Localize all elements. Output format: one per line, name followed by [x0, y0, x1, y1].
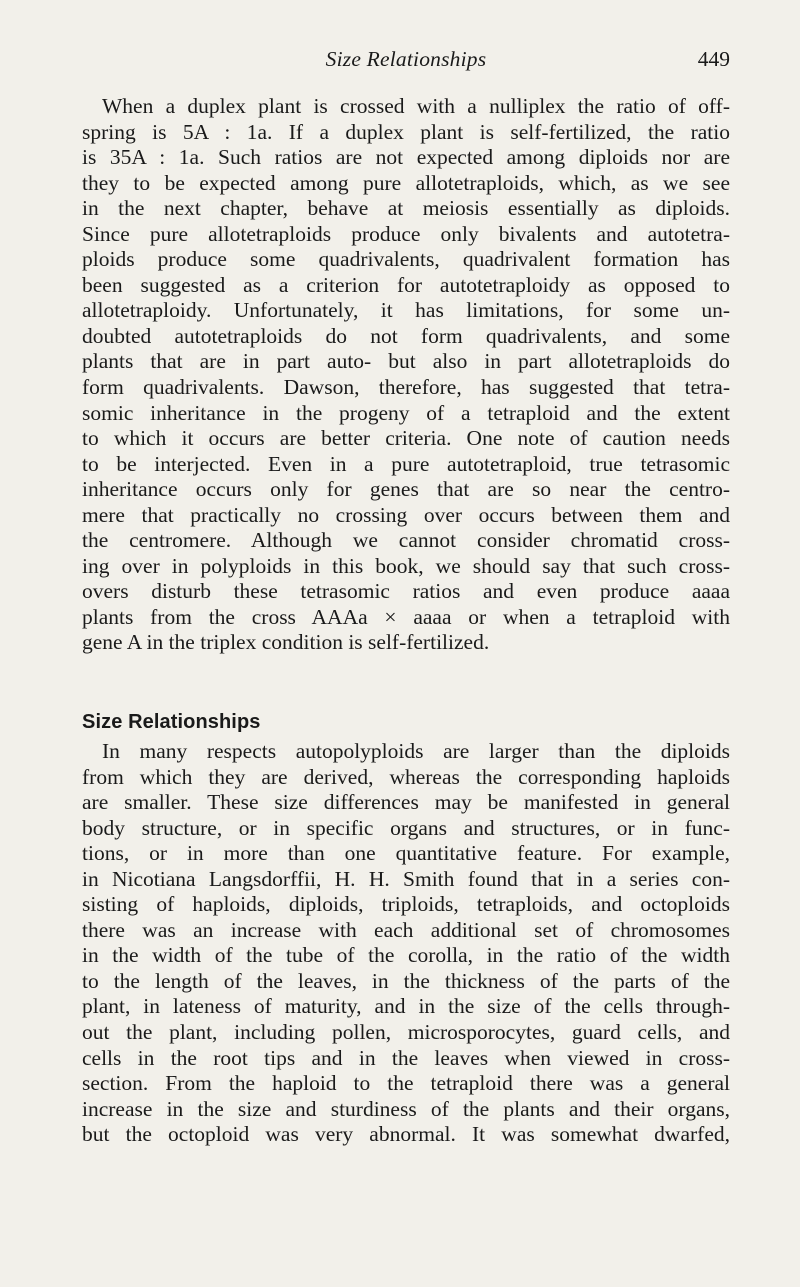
text-line: but the octoploid was very abnormal. It was somewhat dwarfed, — [82, 1122, 730, 1147]
paragraph-2 — [82, 739, 730, 1148]
text-line: the centromere. Although we cannot consider chromatid cross- — [82, 528, 730, 553]
text-line: allotetraploidy. Unfortunately, it has limitations, for some un- — [82, 298, 730, 323]
text-line: spring is 5A : 1a. If a duplex plant is self-fertilized, the ratio — [82, 119, 730, 144]
text-line: are smaller. These size differences may be manifested in general — [82, 790, 730, 815]
text-line: plant, in lateness of maturity, and in the size of the cells through- — [82, 994, 730, 1019]
running-title: Size Relationships — [325, 47, 487, 71]
text-line: inheritance occurs only for genes that are so near the centro- — [82, 477, 730, 502]
section-heading: Size Relationships — [82, 711, 261, 733]
text-line: to the length of the leaves, in the thickness of the parts of the — [82, 968, 730, 993]
text-line: gene A in the triplex condition is self-fertilized. — [82, 630, 490, 655]
text-line: been suggested as a criterion for autotetraploidy as opposed to — [82, 272, 730, 297]
text-line: Since pure allotetraploids produce only bivalents and autotetra- — [82, 221, 730, 246]
text-line: When a duplex plant is crossed with a nulliplex the ratio of off- — [102, 94, 730, 118]
page-number: 449 — [697, 47, 730, 71]
text-line: mere that practically no crossing over occurs between them and — [82, 502, 730, 527]
text-line: out the plant, including pollen, microsporocytes, guard cells, and — [82, 1020, 730, 1045]
page-header — [82, 47, 730, 77]
paragraph-1 — [82, 94, 730, 656]
text-line: they to be expected among pure allotetraploids, which, as we see — [82, 170, 730, 195]
text-line: plants from the cross AAAa × aaaa or when a tetraploid with — [82, 604, 730, 629]
text-line: doubted autotetraploids do not form quadrivalents, and some — [82, 323, 730, 348]
text-line: to which it occurs are better criteria. One note of caution needs — [82, 426, 730, 451]
text-line: plants that are in part auto- but also in part allotetraploids do — [82, 349, 730, 374]
text-line: from which they are derived, whereas the corresponding haploids — [82, 764, 730, 789]
text-line: increase in the size and sturdiness of the plants and their organs, — [82, 1096, 730, 1121]
text-line: ing over in polyploids in this book, we should say that such cross- — [82, 553, 730, 578]
text-line: ploids produce some quadrivalents, quadrivalent formation has — [82, 247, 730, 272]
text-line: in Nicotiana Langsdorffii, H. H. Smith found that in a series con- — [82, 866, 730, 891]
text-line: section. From the haploid to the tetraploid there was a general — [82, 1071, 730, 1096]
text-line: In many respects autopolyploids are larger than the diploids — [102, 739, 730, 763]
text-line: tions, or in more than one quantitative feature. For example, — [82, 841, 730, 866]
text-line: somic inheritance in the progeny of a tetraploid and the extent — [82, 400, 730, 425]
text-line: body structure, or in specific organs and structures, or in func- — [82, 815, 730, 840]
text-line: in the next chapter, behave at meiosis essentially as diploids. — [82, 196, 730, 221]
text-line: to be interjected. Even in a pure autotetraploid, true tetrasomic — [82, 451, 730, 476]
text-line: overs disturb these tetrasomic ratios and even produce aaaa — [82, 579, 730, 604]
text-line: sisting of haploids, diploids, triploids, tetraploids, and octoploids — [82, 892, 730, 917]
text-line: in the width of the tube of the corolla, in the ratio of the width — [82, 943, 730, 968]
text-line: cells in the root tips and in the leaves when viewed in cross- — [82, 1045, 730, 1070]
text-line: is 35A : 1a. Such ratios are not expected among diploids nor are — [82, 145, 730, 170]
text-line: there was an increase with each additional set of chromosomes — [82, 917, 730, 942]
text-line: form quadrivalents. Dawson, therefore, has suggested that tetra- — [82, 375, 730, 400]
